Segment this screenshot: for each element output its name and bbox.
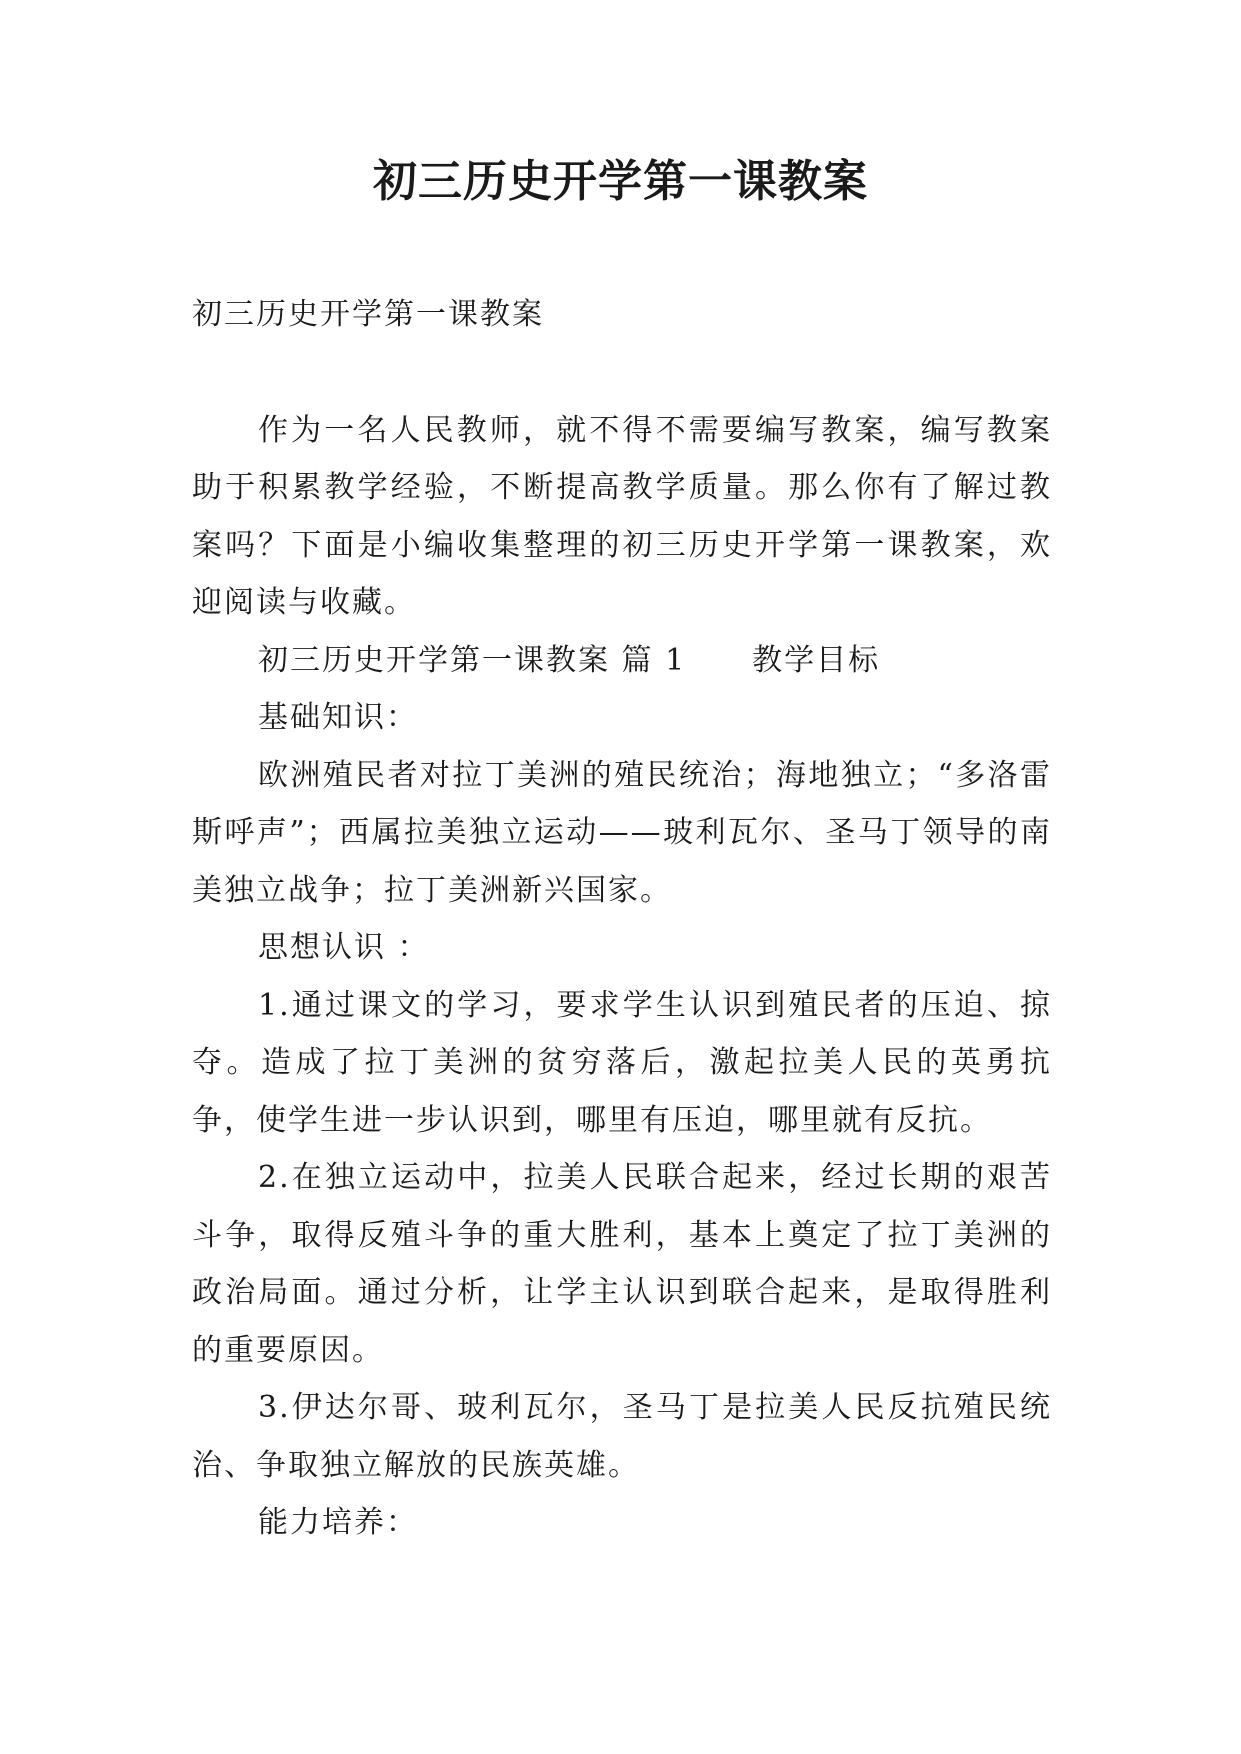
thought-label: 思想认识 ： [258,930,430,965]
document-body [192,286,1052,1552]
ability-label: 能力培养： [258,1505,418,1540]
document-subtitle: 初三历史开学第一课教案 [192,297,544,332]
thought-item-1: 1.通过课文的学习，要求学生认识到殖民者的压迫、掠夺。造成了拉丁美洲的贫穷落后，激起拉美人民的英勇抗争，使学生进一步认识到，哪里有压迫，哪里就有反抗。 [192,987,1052,1138]
thought-item-3: 3.伊达尔哥、玻利瓦尔，圣马丁是拉美人民反抗殖民统治、争取独立解放的民族英雄。 [192,1390,1052,1483]
basic-knowledge-text: 欧洲殖民者对拉丁美洲的殖民统治；海地独立；“多洛雷斯呼声”；西属拉美独立运动——玻利瓦尔、圣马丁领导的南美独立战争；拉丁美洲新兴国家。 [192,757,1052,908]
section-heading: 初三历史开学第一课教案 篇 1 [258,642,687,678]
section-heading-line [192,632,1052,690]
basic-knowledge-label: 基础知识： [258,700,418,735]
thought-item-2: 2.在独立运动中，拉美人民联合起来，经过长期的艰苦斗争，取得反殖斗争的重大胜利，基本上奠定了拉丁美洲的政治局面。通过分析，让学主认识到联合起来，是取得胜利的重要原因。 [192,1160,1052,1368]
intro-paragraph: 作为一名人民教师，就不得不需要编写教案，编写教案助于积累教学经验，不断提高教学质量。那么你有了解过教案吗？下面是小编收集整理的初三历史开学第一课教案，欢迎阅读与收藏。 [192,412,1052,620]
document-title: 初三历史开学第一课教案 [373,156,868,207]
section-subheading: 教学目标 [752,642,881,678]
